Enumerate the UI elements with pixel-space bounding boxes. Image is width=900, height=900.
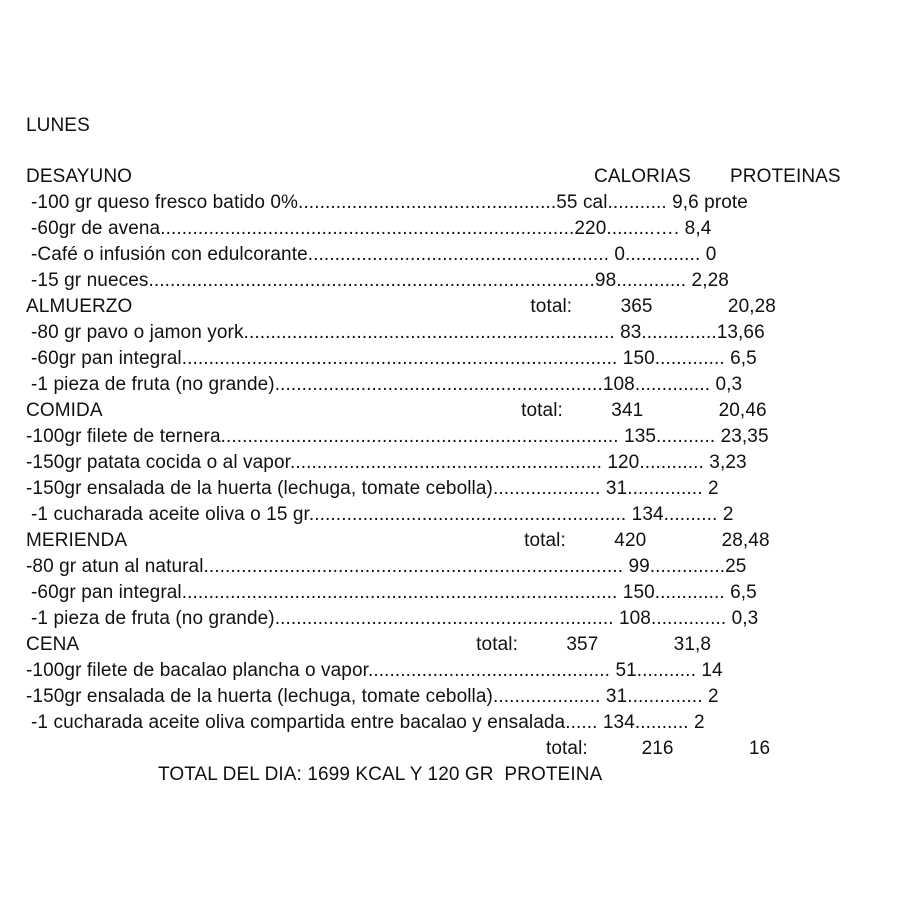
day-title: LUNES — [26, 115, 90, 136]
food-line: -80 gr pavo o jamon york..................................................................... 83..............13,66 — [31, 322, 765, 343]
food-line: -100gr filete de bacalao plancha o vapor............................................. 51........... 14 — [26, 660, 723, 681]
day-total-summary: TOTAL DEL DIA: 1699 KCAL Y 120 GR PROTEINA — [158, 764, 603, 785]
food-line: -60gr pan integral................................................................................. 150............. 6,5 — [31, 348, 757, 369]
food-line: -1 pieza de fruta (no grande)............................................................... 108.............. 0,3 — [31, 608, 759, 629]
food-line: -1 cucharada aceite oliva compartida entre bacalao y ensalada...... 134.......... 2 — [31, 712, 705, 733]
meal-heading-cena-with-total: CENA total: 357 31,8 — [26, 634, 712, 655]
food-line: -150gr ensalada de la huerta (lechuga, tomate cebolla).................... 31.............. 2 — [26, 686, 719, 707]
food-line: -80 gr atun al natural.............................................................................. 99..............25 — [26, 556, 747, 577]
food-line: -60gr de avena.............................................................................220.........…. 8,4 — [31, 218, 712, 239]
food-line: -1 pieza de fruta (no grande).............................................................108.............. 0,3 — [31, 374, 743, 395]
food-line: -Café o infusión con edulcorante........................................................ 0.............. 0 — [31, 244, 717, 265]
column-header-proteins: PROTEINAS — [730, 166, 841, 187]
meal-heading-comida-with-total: COMIDA total: 341 20,46 — [26, 400, 767, 421]
meal-heading-desayuno: DESAYUNO — [26, 166, 133, 187]
meal-heading-merienda-with-total: MERIENDA total: 420 28,48 — [26, 530, 770, 551]
food-line: -150gr ensalada de la huerta (lechuga, tomate cebolla).................... 31.............. 2 — [26, 478, 719, 499]
cena-total-line: total: 216 16 — [546, 738, 771, 759]
food-line: -150gr patata cocida o al vapor.......................................................... 120............ 3,23 — [26, 452, 747, 473]
meal-heading-almuerzo-with-total: ALMUERZO total: 365 20,28 — [26, 296, 776, 317]
food-line: -15 gr nueces...................................................................................98............. 2,28 — [31, 270, 729, 291]
food-line: -1 cucharada aceite oliva o 15 gr........................................................... 134.......... 2 — [31, 504, 734, 525]
food-line: -100 gr queso fresco batido 0%................................................55 cal........... 9,6 prote — [31, 192, 748, 213]
food-line: -100gr filete de ternera.......................................................................... 135........... 23,35 — [26, 426, 769, 447]
food-line: -60gr pan integral................................................................................. 150............. 6,5 — [31, 582, 757, 603]
column-header-calories: CALORIAS — [594, 166, 691, 187]
